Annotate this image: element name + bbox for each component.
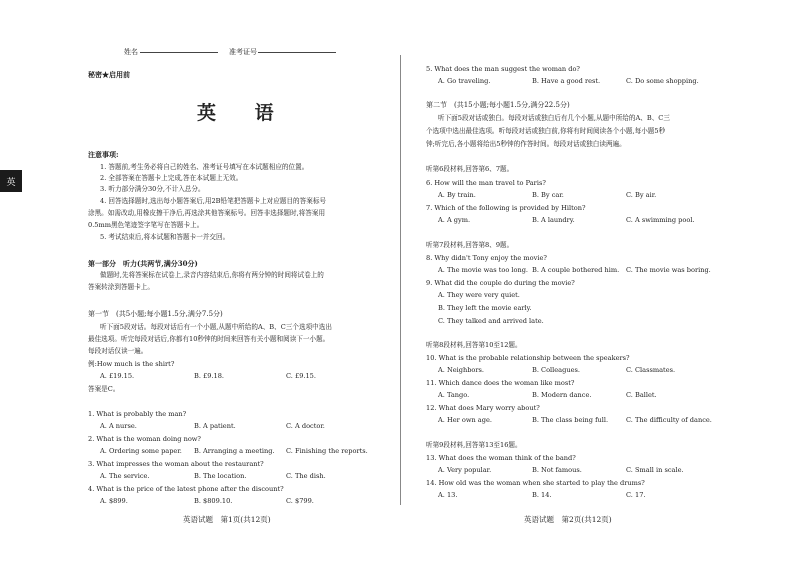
question: 1. What is probably the man? bbox=[88, 410, 187, 418]
question: 12. What does Mary worry about? bbox=[426, 404, 540, 412]
name-underline bbox=[140, 52, 218, 53]
section1-directions: 听下面5段对话。每段对话后有一个小题,从题中所给的A、B、C三个选项中选出 bbox=[100, 323, 332, 331]
option-c: C. 17. bbox=[626, 491, 646, 499]
option-b: B. Arranging a meeting. bbox=[194, 447, 275, 455]
question: 2. What is the woman doing now? bbox=[88, 435, 201, 443]
option-b: B. The class being full. bbox=[532, 416, 609, 424]
option-b: B. Have a good rest. bbox=[532, 77, 601, 85]
option-c: C. The difficulty of dance. bbox=[626, 416, 712, 424]
example-answer: 答案是C。 bbox=[88, 385, 120, 393]
right-page bbox=[400, 0, 800, 570]
option-b: B. Not famous. bbox=[532, 466, 582, 474]
exam-id-label: 准考证号 bbox=[229, 48, 257, 56]
section2-directions: 个选项中选出最佳选项。听每段对话或独白前,你将有时间阅读各个小题,每小题5秒 bbox=[426, 127, 666, 135]
option-a: A. The movie was too long. bbox=[438, 266, 529, 274]
question: 9. What did the couple do during the movie? bbox=[426, 279, 575, 287]
example-option: C. £9.15. bbox=[286, 372, 316, 380]
section2-directions: 钟;听完后,各小题将给出5秒钟的作答时间。每段对话或独白读两遍。 bbox=[426, 140, 626, 148]
section1-directions: 每段对话仅读一遍。 bbox=[88, 347, 148, 355]
part1-heading: 第一部分 听力(共两节,满分30分) bbox=[88, 259, 198, 268]
secret-label: 秘密★启用前 bbox=[88, 70, 130, 79]
option-a: A. They were very quiet. bbox=[438, 291, 520, 299]
notes-line: 2. 全部答案在答题卡上完成,答在本试题上无效。 bbox=[100, 174, 243, 182]
option-a: A. A nurse. bbox=[100, 422, 137, 430]
option-a: A. $899. bbox=[100, 497, 128, 505]
option-b: B. The location. bbox=[194, 472, 247, 480]
option-c: C. Classmates. bbox=[626, 366, 676, 374]
option-c: C. A swimming pool. bbox=[626, 216, 695, 224]
option-a: A. Very popular. bbox=[438, 466, 492, 474]
notes-line: 0.5mm黑色笔迹签字笔写在答题卡上。 bbox=[88, 221, 204, 229]
question: 7. Which of the following is provided by Hilton? bbox=[426, 204, 586, 212]
option-c: C. A doctor. bbox=[286, 422, 325, 430]
section1-heading: 第一节 (共5小题;每小题1.5分,满分7.5分) bbox=[88, 310, 223, 318]
option-a: A. Ordering some paper. bbox=[100, 447, 182, 455]
group-label: 听第7段材料,回答第8、9题。 bbox=[426, 241, 514, 249]
question: 4. What is the price of the latest phone after the discount? bbox=[88, 485, 284, 493]
option-a: A. Go traveling. bbox=[438, 77, 491, 85]
option-b: B. Colleagues. bbox=[532, 366, 580, 374]
question: 6. How will the man travel to Paris? bbox=[426, 179, 546, 187]
option-c: C. $799. bbox=[286, 497, 314, 505]
notes-line: 4. 回答选择题时,选出每小题答案后,用2B铅笔把答题卡上对应题目的答案标号 bbox=[100, 197, 327, 205]
page-footer-left: 英语试题 第1页(共12页) bbox=[183, 515, 271, 524]
option-b: B. Modern dance. bbox=[532, 391, 592, 399]
section2-heading: 第二节 (共15小题;每小题1.5分,满分22.5分) bbox=[426, 101, 570, 109]
option-a: A. 13. bbox=[438, 491, 458, 499]
option-a: A. Her own age. bbox=[438, 416, 492, 424]
option-b: B. A patient. bbox=[194, 422, 236, 430]
option-b: B. By car. bbox=[532, 191, 564, 199]
option-c: C. Do some shopping. bbox=[626, 77, 699, 85]
page-footer-right: 英语试题 第2页(共12页) bbox=[524, 515, 612, 524]
question: 11. Which dance does the woman like most? bbox=[426, 379, 575, 387]
page-title: 英 语 bbox=[197, 102, 290, 124]
question: 10. What is the probable relationship between the speakers? bbox=[426, 354, 630, 362]
question: 13. What does the woman think of the band? bbox=[426, 454, 576, 462]
option-b: B. 14. bbox=[532, 491, 552, 499]
option-c: C. Small in scale. bbox=[626, 466, 684, 474]
notes-line: 5. 考试结束后,将本试题和答题卡一并交回。 bbox=[100, 233, 230, 241]
group-label: 听第6段材料,回答第6、7题。 bbox=[426, 165, 514, 173]
group-label: 听第8段材料,回答第10至12题。 bbox=[426, 341, 522, 349]
question: 3. What impresses the woman about the restaurant? bbox=[88, 460, 264, 468]
subject-side-tab: 英 bbox=[0, 170, 22, 192]
section1-directions: 最佳选项。听完每段对话后,你都有10秒钟的时间来回答有关小题和阅读下一小题。 bbox=[88, 335, 330, 343]
option-c: C. Ballet. bbox=[626, 391, 657, 399]
option-a: A. Tango. bbox=[438, 391, 470, 399]
option-a: A. By train. bbox=[438, 191, 476, 199]
part1-intro: 做题时,先将答案标在试卷上,录音内容结束后,你将有两分钟的时间将试卷上的 bbox=[100, 271, 324, 279]
part1-intro: 答案转涂到答题卡上。 bbox=[88, 283, 154, 291]
question: 14. How old was the woman when she started to play the drums? bbox=[426, 479, 645, 487]
option-c: C. By air. bbox=[626, 191, 657, 199]
option-a: A. Neighbors. bbox=[438, 366, 485, 374]
option-c: C. Finishing the reports. bbox=[286, 447, 368, 455]
group-label: 听第9段材料,回答第13至16题。 bbox=[426, 441, 522, 449]
exam-id-underline bbox=[258, 52, 336, 53]
option-c: C. They talked and arrived late. bbox=[438, 317, 544, 325]
option-b: B. A couple bothered him. bbox=[532, 266, 620, 274]
option-b: B. A laundry. bbox=[532, 216, 575, 224]
option-a: A. The service. bbox=[100, 472, 150, 480]
notes-heading: 注意事项: bbox=[88, 150, 119, 159]
question: 5. What does the man suggest the woman do? bbox=[426, 65, 580, 73]
option-c: C. The movie was boring. bbox=[626, 266, 711, 274]
example-option: A. £19.15. bbox=[100, 372, 135, 380]
notes-line: 涂黑。如需改动,用橡皮擦干净后,再选涂其他答案标号。回答非选择题时,将答案用 bbox=[88, 209, 326, 217]
question: 8. Why didn't Tony enjoy the movie? bbox=[426, 254, 547, 262]
option-a: A. A gym. bbox=[438, 216, 471, 224]
notes-line: 1. 答题前,考生务必将自己的姓名、准考证号填写在本试题相应的位置。 bbox=[100, 163, 309, 171]
notes-line: 3. 听力部分满分30分,不计入总分。 bbox=[100, 185, 205, 193]
name-label: 姓名 bbox=[124, 48, 138, 56]
example-question: 例:How much is the shirt? bbox=[88, 360, 175, 368]
example-option: B. £9.18. bbox=[194, 372, 225, 380]
option-b: B. They left the movie early. bbox=[438, 304, 532, 312]
option-b: B. $809.10. bbox=[194, 497, 233, 505]
section2-directions: 听下面5段对话或独白。每段对话或独白后有几个小题,从题中所给的A、B、C三 bbox=[438, 114, 670, 122]
option-c: C. The dish. bbox=[286, 472, 326, 480]
